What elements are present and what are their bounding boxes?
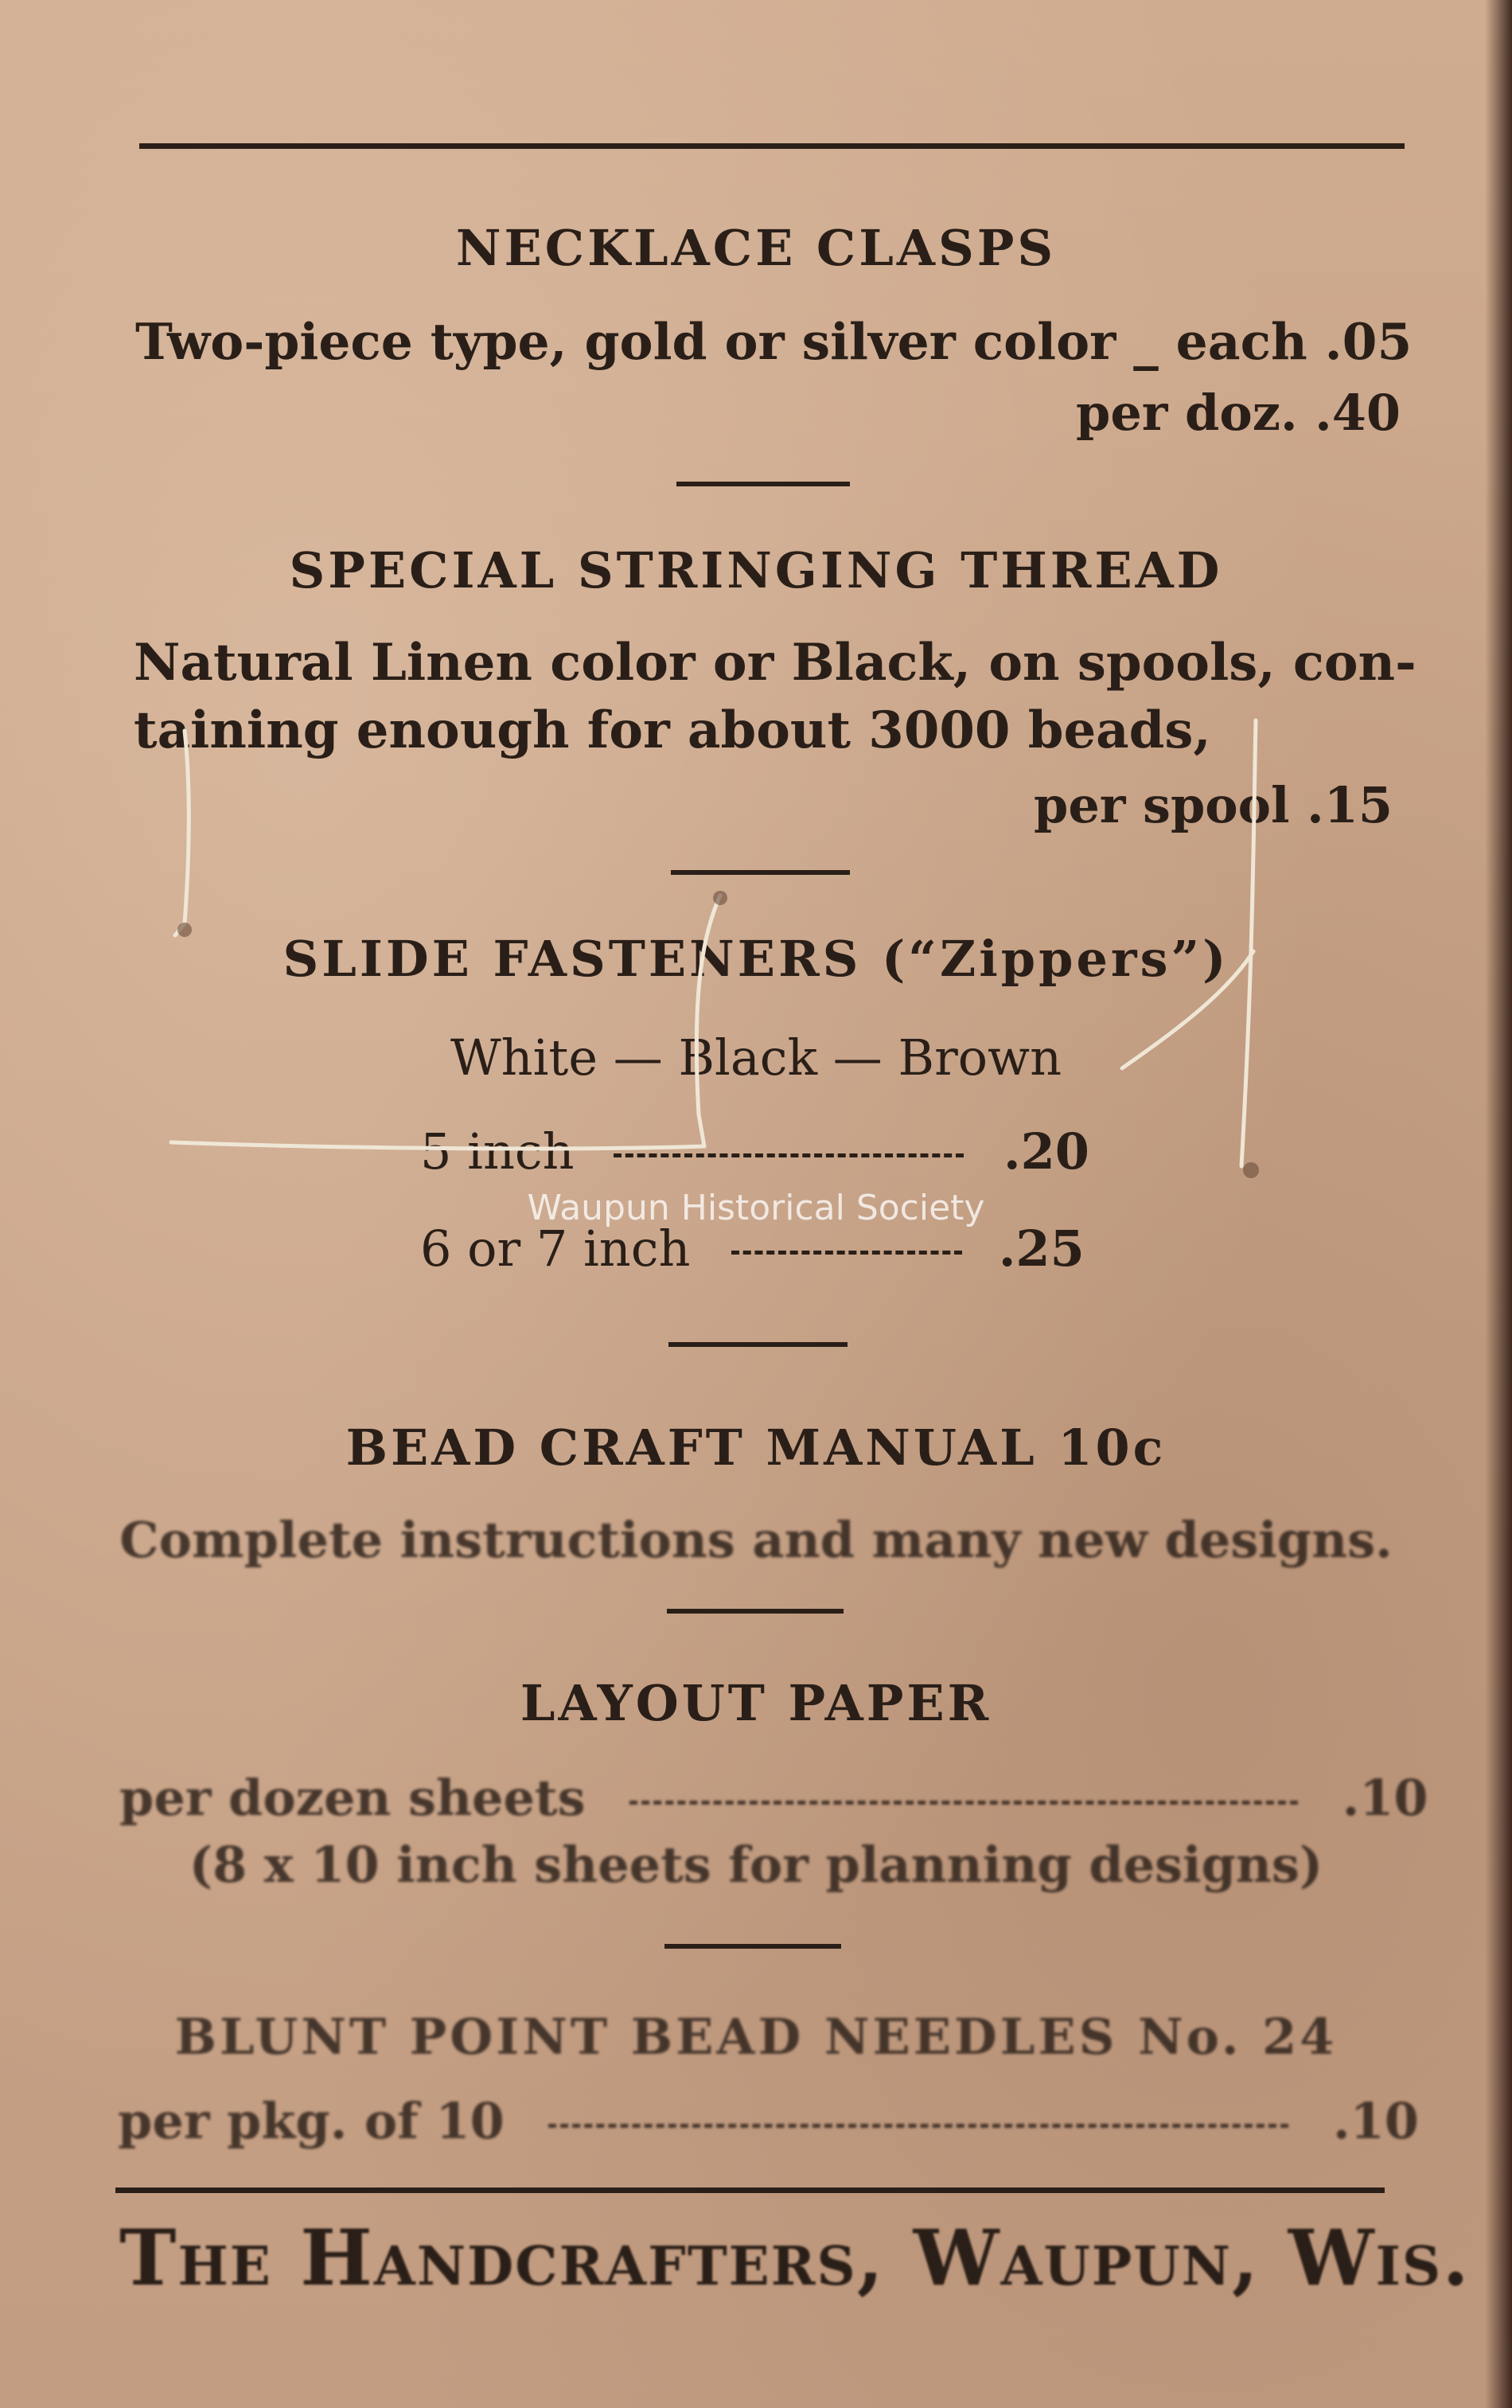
item-label: 5 inch bbox=[420, 1122, 575, 1181]
thread-left bbox=[175, 731, 189, 935]
slide-fasteners-title: SLIDE FASTENERS (“Zippers”) bbox=[283, 930, 1229, 988]
hole-marker bbox=[177, 923, 192, 937]
layout-paper-title: LAYOUT PAPER bbox=[520, 1674, 992, 1732]
stringing-thread-title: SPECIAL STRINGING THREAD bbox=[289, 541, 1223, 599]
stringing-thread-line3: per spool .15 bbox=[1033, 776, 1393, 834]
item-price: .10 bbox=[1342, 1769, 1428, 1827]
necklace-clasps-line2: per doz. .40 bbox=[1076, 384, 1401, 442]
thread-strikethrough bbox=[171, 1142, 704, 1149]
item-price: .20 bbox=[1003, 1122, 1089, 1181]
item-price: .10 bbox=[1332, 2092, 1419, 2150]
stringing-thread-line2: taining enough for about 3000 beads, bbox=[134, 701, 1211, 760]
watermark: Waupun Historical Society bbox=[527, 1188, 985, 1228]
thread-right bbox=[1122, 720, 1256, 1166]
necklace-clasps-line1: Two-piece type, gold or silver color _ each .05 bbox=[135, 312, 1413, 371]
item-label: per pkg. of 10 bbox=[118, 2092, 505, 2150]
bead-needles-title: BLUNT POINT BEAD NEEDLES No. 24 bbox=[174, 2008, 1338, 2066]
slide-fasteners-colors: White — Black — Brown bbox=[450, 1028, 1062, 1087]
item-price: .25 bbox=[998, 1220, 1085, 1278]
item-label: 6 or 7 inch bbox=[420, 1220, 691, 1278]
bead-craft-manual-description: Complete instructions and many new designs. bbox=[119, 1511, 1393, 1569]
page-edge-shadow bbox=[1485, 0, 1512, 2408]
hole-marker bbox=[713, 891, 727, 905]
item-label: per dozen sheets bbox=[119, 1769, 586, 1827]
hole-marker bbox=[1243, 1162, 1259, 1178]
stringing-thread-line1: Natural Linen color or Black, on spools, con- bbox=[134, 633, 1417, 693]
thread-middle bbox=[696, 896, 720, 1146]
bead-craft-manual-title: BEAD CRAFT MANUAL 10c bbox=[345, 1419, 1167, 1477]
necklace-clasps-title: NECKLACE CLASPS bbox=[455, 219, 1057, 277]
publisher-footer: The Handcrafters, Waupun, Wis. bbox=[119, 2213, 1471, 2303]
layout-paper-note: (8 x 10 inch sheets for planning designs) bbox=[189, 1836, 1323, 1894]
